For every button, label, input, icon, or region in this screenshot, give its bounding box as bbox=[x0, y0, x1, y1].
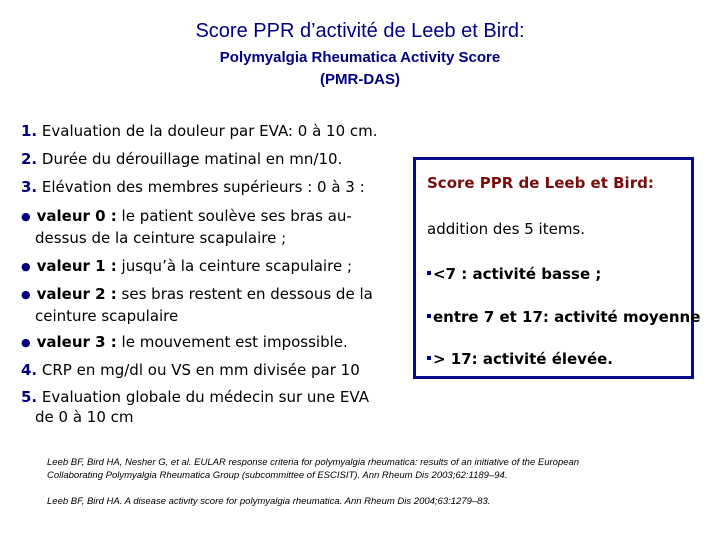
item-number: 1. bbox=[21, 122, 38, 140]
reference-2: Leeb BF, Bird HA. A disease activity score for polymyalgia rheumatica. Ann Rheum Dis 2004;63:1279–83. bbox=[47, 496, 491, 507]
value-text: jusqu’à la ceinture scapulaire ; bbox=[116, 257, 352, 275]
value-label: valeur 3 : bbox=[36, 333, 117, 351]
item-number: 3. bbox=[21, 178, 38, 196]
page-subtitle: Polymyalgia Rheumatica Activity Score bbox=[219, 49, 501, 66]
bullet-icon: ● bbox=[21, 210, 31, 223]
bullet-icon: ● bbox=[21, 336, 31, 349]
value-text-cont: dessus de la ceinture scapulaire ; bbox=[35, 229, 287, 247]
item-number: 2. bbox=[21, 150, 38, 168]
bullet-icon: ● bbox=[21, 260, 31, 273]
value-label: valeur 2 : bbox=[36, 285, 117, 303]
value-text: ses bras restent en dessous de la bbox=[116, 285, 373, 303]
elevation-value-3 bbox=[21, 332, 381, 354]
value-text-cont: ceinture scapulaire bbox=[35, 307, 179, 325]
page-title: Score PPR d’activité de Leeb et Bird: bbox=[195, 20, 525, 42]
value-text: le patient soulève ses bras au- bbox=[116, 207, 352, 225]
item-text: CRP en mg/dl ou VS en mm divisée par 10 bbox=[37, 361, 360, 379]
item-2 bbox=[21, 149, 342, 169]
elevation-value-0 bbox=[21, 206, 381, 248]
elevation-value-1 bbox=[21, 256, 381, 278]
item-text-cont: de 0 à 10 cm bbox=[35, 408, 134, 426]
item-3 bbox=[21, 177, 365, 197]
value-text: le mouvement est impossible. bbox=[116, 333, 348, 351]
square-bullet-icon bbox=[427, 314, 431, 318]
score-range-medium: entre 7 et 17: activité moyenne bbox=[427, 308, 700, 326]
score-range-low: <7 : activité basse ; bbox=[427, 265, 601, 283]
square-bullet-icon bbox=[427, 356, 431, 360]
score-range-high: > 17: activité élevée. bbox=[427, 350, 613, 368]
item-1 bbox=[21, 121, 378, 141]
reference-1: Leeb BF, Bird HA, Nesher G, et al. EULAR response criteria for polymyalgia rheumatica: results of an initiative of the European Collaborating Polymyalgia Rheumatica Group (subcommittee of ESCISIT). Ann Rheum Dis 2003;62:1189–94. bbox=[47, 457, 580, 481]
item-text: Evaluation de la douleur par EVA: 0 à 10 cm. bbox=[37, 122, 378, 140]
item-number: 4. bbox=[21, 361, 38, 379]
item-5 bbox=[21, 387, 369, 427]
square-bullet-icon bbox=[427, 271, 431, 275]
bullet-icon: ● bbox=[21, 288, 31, 301]
value-label: valeur 1 : bbox=[36, 257, 117, 275]
item-4 bbox=[21, 360, 360, 380]
page-subtitle-abbrev: (PMR-DAS) bbox=[320, 71, 400, 88]
item-text: Durée du dérouillage matinal en mn/10. bbox=[37, 150, 343, 168]
item-number: 5. bbox=[21, 388, 38, 406]
score-box-description: addition des 5 items. bbox=[427, 220, 586, 238]
score-box bbox=[413, 157, 701, 379]
score-box-title: Score PPR de Leeb et Bird: bbox=[427, 174, 654, 192]
elevation-value-2 bbox=[21, 284, 381, 326]
item-text: Elévation des membres supérieurs : 0 à 3 : bbox=[37, 178, 365, 196]
item-text: Evaluation globale du médecin sur une EVA bbox=[37, 388, 369, 406]
value-label: valeur 0 : bbox=[36, 207, 117, 225]
